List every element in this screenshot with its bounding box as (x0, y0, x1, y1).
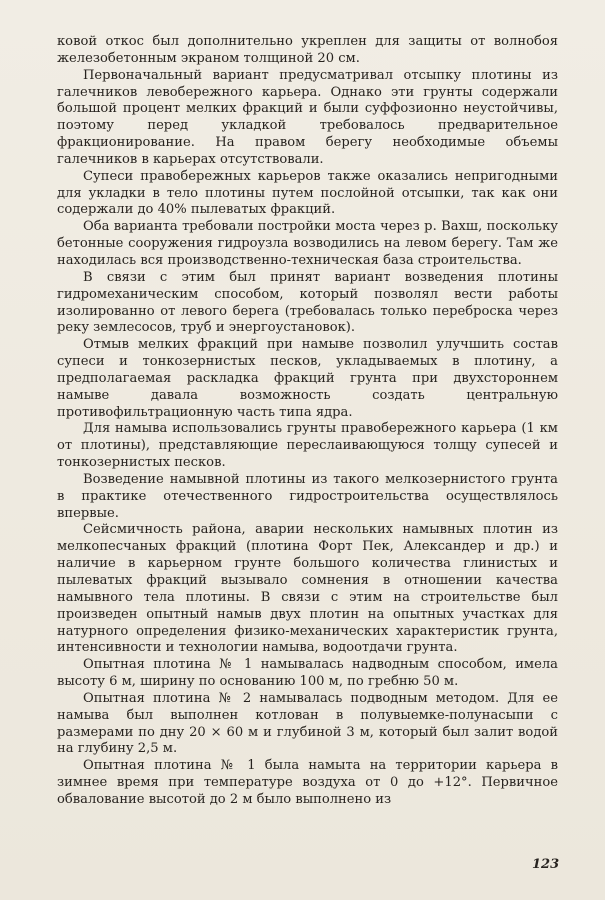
paragraph: Возведение намывной плотины из такого мелкозернистого грунта в практике отечественного гидростроительства осуществлялось впервые. (57, 471, 558, 521)
paragraph: Первоначальный вариант предусматривал отсыпку плотины из галечников левобережного карьера. Однако эти грунты содержали большой процент мелких фракций и были суффозионно неустойчивы, поэтому перед укладкой требовалось предварительное фракционирование. На правом берегу необходимые объемы галечников в карьерах отсутствовали. (57, 67, 558, 167)
paragraph: Сейсмичность района, аварии нескольких намывных плотин из мелкопесчаных фракций (плотина Форт Пек, Александер и др.) и наличие в карьерном грунте большого количества глинистых и пылеватых фракций вызывало сомнения в отношении качества намывного тела плотины. В связи с этим на строительстве был произведен опытный намыв двух плотин на опытных участках для натурного определения физико-механических характеристик грунта, интенсивности и технологии намыва, водоотдачи грунта. (57, 522, 558, 656)
paragraph-continued: ковой откос был дополнительно укреплен для защиты от волнобоя железобетонным экраном толщиной 20 см. (57, 34, 558, 66)
paragraph: Супеси правобережных карьеров также оказались непригодными для укладки в тело плотины путем послойной отсыпки, так как они содержали до 40% пылеватых фракций. (57, 168, 558, 218)
paragraph: Для намыва использовались грунты правобережного карьера (1 км от плотины), представляющие переслаивающуюся толщу супесей и тонкозернистых песков. (57, 421, 558, 471)
paragraph: Отмыв мелких фракций при намыве позволил улучшить состав супеси и тонкозернистых песков, укладываемых в плотину, а предполагаемая раскладка фракций грунта при двухстороннем намыве давала возможность создать центральную противофильтрационную часть типа ядра. (57, 337, 558, 420)
page-body-text (57, 34, 558, 809)
paragraph: Опытная плотина № 1 намывалась надводным способом, имела высоту 6 м, ширину по основанию 100 м, по гребню 50 м. (57, 657, 558, 690)
page-number: 123 (532, 857, 560, 872)
paragraph: В связи с этим был принят вариант возведения плотины гидромеханическим способом, который позволял вести работы изолированно от левого берега (требовалась только переброска через реку землесосов, труб и энергоустановок). (57, 269, 558, 336)
paragraph: Оба варианта требовали постройки моста через р. Вахш, поскольку бетонные сооружения гидроузла возводились на левом берегу. Там же находилась вся производственно-техническая база строительства. (57, 219, 558, 268)
paragraph: Опытная плотина № 1 была намыта на территории карьера в зимнее время при температуре воздуха от 0 до +12°. Первичное обвалование высотой до 2 м было выполнено из (57, 758, 558, 807)
paragraph: Опытная плотина № 2 намывалась подводным методом. Для ее намыва был выполнен котлован в полувыемке-полунасыпи с размерами по дну 20 × 60 м и глубиной 3 м, который был залит водой на глубину 2,5 м. (57, 690, 558, 757)
